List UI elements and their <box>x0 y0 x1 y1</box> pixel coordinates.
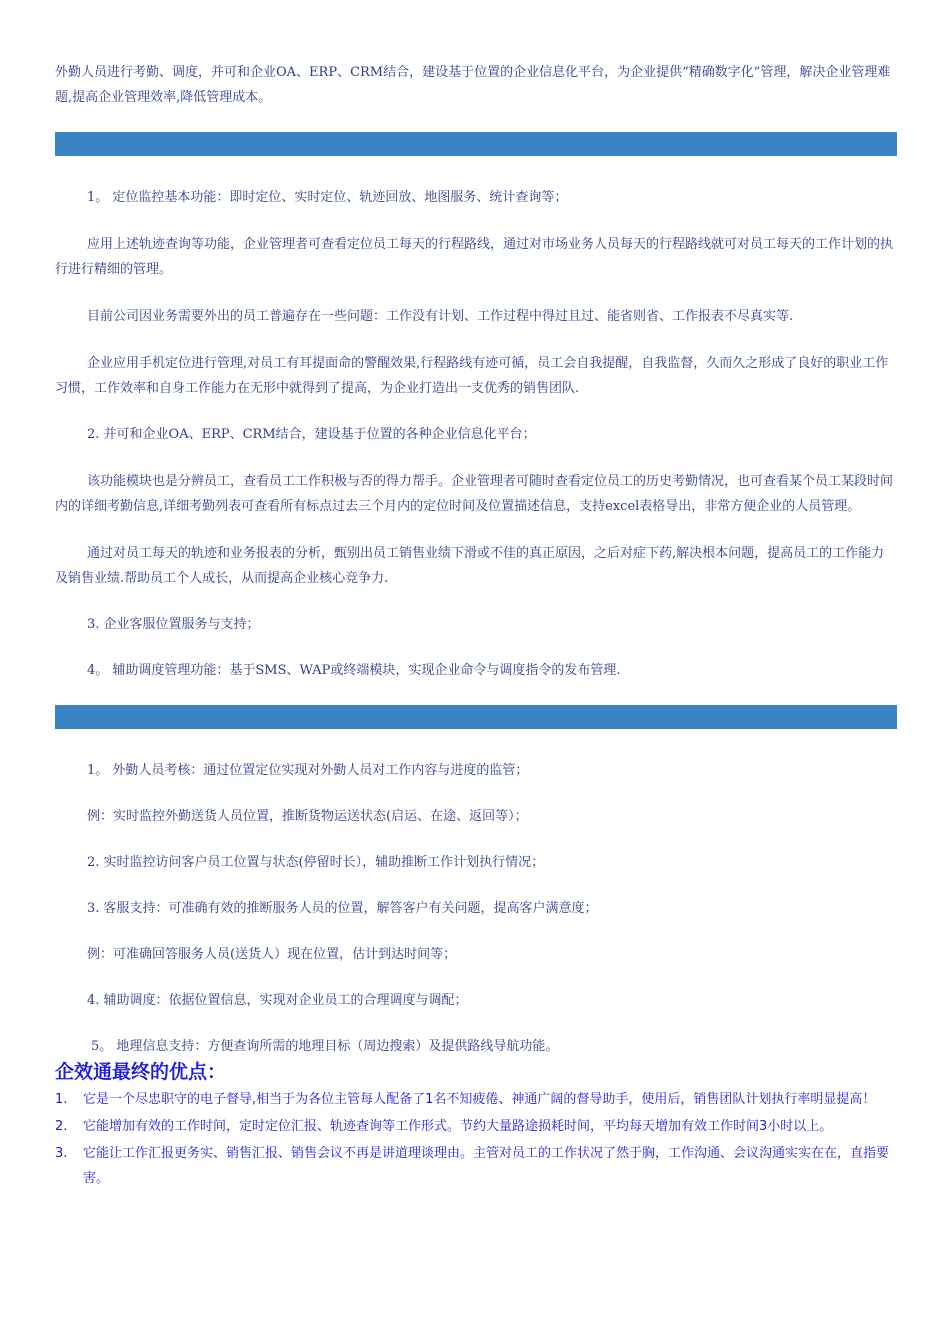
s2-example-2: 例：可准确回答服务人员(送货人）现在位置，估计到达时间等； <box>87 947 457 962</box>
s2-item-4: 4. 辅助调度：依据位置信息，实现对企业员工的合理调度与调配； <box>87 993 468 1008</box>
s1-paragraph-3: 企业应用手机定位进行管理,对员工有耳提面命的警醒效果,行程路线有迹可循，员工会自我提醒，自我监督，久而久之形成了良好的职业工作习惯，工作效率和自身工作能力在无形中就得到了提高，为企业打造出一支优秀的销售团队. <box>55 356 889 396</box>
section-divider-bar-1 <box>55 132 897 156</box>
s1-paragraph-1: 应用上述轨迹查询等功能，企业管理者可查看定位员工每天的行程路线，通过对市场业务人员每天的行程路线就可对员工每天的工作计划的执行进行精细的管理。 <box>55 237 894 277</box>
advantages-list <box>55 1087 897 1191</box>
s1-item-3: 3. 企业客服位置服务与支持； <box>87 617 260 632</box>
s1-item-2: 2. 并可和企业OA、ERP、CRM结合，建设基于位置的各种企业信息化平台； <box>87 427 536 442</box>
intro-paragraph: 外勤人员进行考勤、调度，并可和企业OA、ERP、CRM结合，建设基于位置的企业信息化平台，为企业提供“精确数字化”管理，解决企业管理难题,提高企业管理效率,降低管理成本。 <box>55 65 891 105</box>
advantage-item: 3. 它能让工作汇报更务实、销售汇报、销售会议不再是讲道理谈理由。主管对员工的工作状况了然于胸，工作沟通、会议沟通实实在在，直指要害。 <box>55 1146 890 1186</box>
s1-item-1: 1。 定位监控基本功能：即时定位、实时定位、轨迹回放、地图服务、统计查询等； <box>87 190 568 205</box>
document-page <box>55 60 897 1193</box>
advantages-title: 企效通最终的优点： <box>55 1061 227 1083</box>
s1-item-4: 4。 辅助调度管理功能：基于SMS、WAP或终端模块，实现企业命令与调度指令的发布管理. <box>87 663 621 678</box>
s1-paragraph-2: 目前公司因业务需要外出的员工普遍存在一些问题：工作没有计划、工作过程中得过且过、能省则省、工作报表不尽真实等. <box>87 309 794 324</box>
s2-item-5: 5。 地理信息支持：方便查询所需的地理目标（周边搜索）及提供路线导航功能。 <box>91 1039 559 1054</box>
s1-paragraph-4: 该功能模块也是分辨员工，查看员工工作积极与否的得力帮手。企业管理者可随时查看定位员工的历史考勤情况，也可查看某个员工某段时间内的详细考勤信息,详细考勤列表可查看所有标点过去三个月内的定位时间及位置描述信息，支持excel表格导出，非常方便企业的人员管理。 <box>55 474 894 514</box>
s2-item-2: 2. 实时监控访问客户员工位置与状态(停留时长），辅助推断工作计划执行情况； <box>87 855 545 870</box>
s2-item-1: 1。 外勤人员考核：通过位置定位实现对外勤人员对工作内容与进度的监管； <box>87 763 529 778</box>
s1-paragraph-5: 通过对员工每天的轨迹和业务报表的分析，甄别出员工销售业绩下滑或不佳的真正原因，之后对症下药,解决根本问题，提高员工的工作能力及销售业绩.帮助员工个人成长，从而提高企业核心竞争力. <box>55 546 885 586</box>
advantage-item: 1. 它是一个尽忠职守的电子督导,相当于为各位主管每人配备了1名不知疲倦、神通广阔的督导助手，使用后，销售团队计划执行率明显提高！ <box>55 1092 876 1107</box>
section-divider-bar-2 <box>55 705 897 729</box>
s2-item-3: 3. 客服支持：可准确有效的推断服务人员的位置，解答客户有关问题，提高客户满意度； <box>87 901 598 916</box>
advantage-item: 2. 它能增加有效的工作时间，定时定位汇报、轨迹查询等工作形式。节约大量路途损耗时间，平均每天增加有效工作时间3小时以上。 <box>55 1119 833 1134</box>
s2-example-1: 例：实时监控外勤送货人员位置，推断货物运送状态(启运、在途、返回等）； <box>87 809 528 824</box>
